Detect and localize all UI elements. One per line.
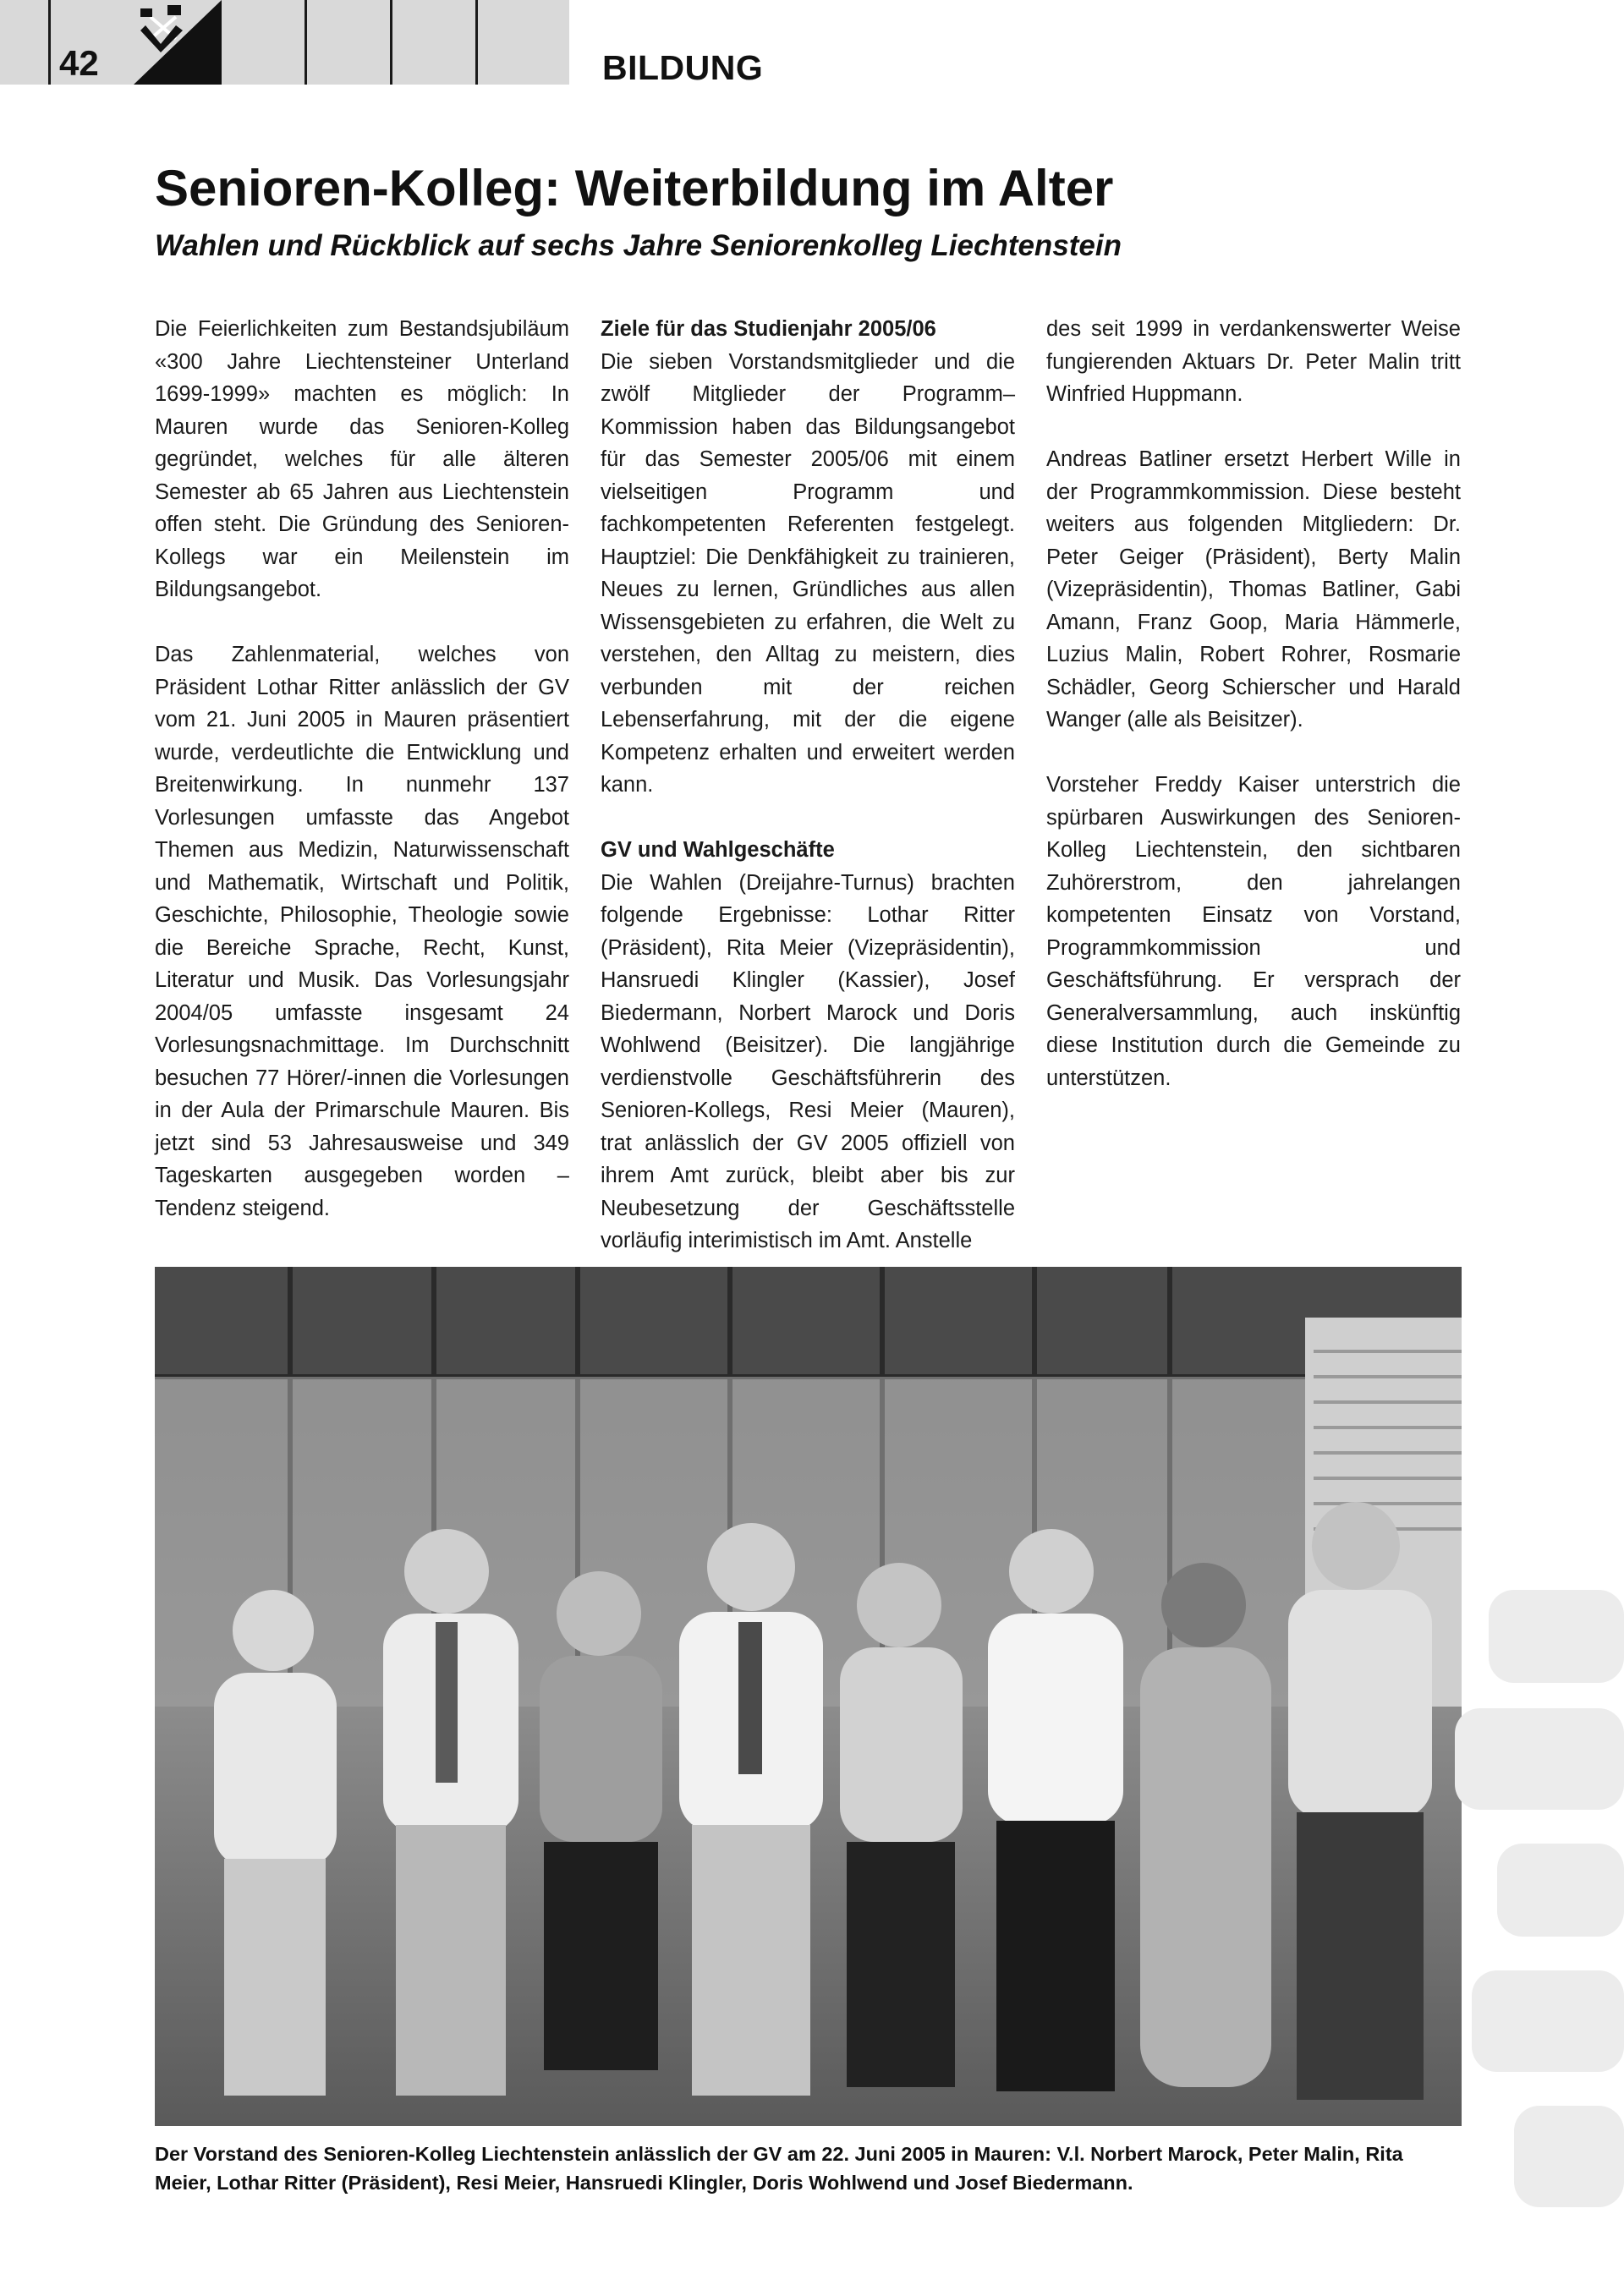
group-photo bbox=[155, 1267, 1462, 2126]
article-subtitle: Wahlen und Rückblick auf sechs Jahre Seniorenkolleg Liechtenstein bbox=[155, 229, 1122, 262]
paragraph: Die sieben Vorstandsmitglieder und die zwölf Mitglieder der Programm–Kommission haben das Bildungsangebot für das Semester 2005/06 mit einem vielseitigen Programm und fachkompetenten Referenten festgelegt. Hauptziel: Die Denkfähigkeit zu trainieren, Neues zu lernen, Gründliches aus allen Wissensgebieten zu erfahren, die Welt zu verstehen, den Alltag zu meistern, dies verbunden mit der reichen Lebenserfahrung, mit der die eigene Kompetenz erhalten und erweitert werden kann. bbox=[601, 349, 1015, 797]
paragraph: Das Zahlenmaterial, welches von Präsident Lothar Ritter anlässlich der GV vom 21. Juni 2005 in Mauren präsentiert wurde, verdeutlichte die Entwicklung und Breitenwirkung. In nunmehr 137 Vorlesungen umfasste das Angebot Themen aus Medizin, Naturwissenschaft und Mathematik, Wirtschaft und Politik, Geschichte, Philosophie, Theologie sowie die Bereiche Sprache, Recht, Kunst, Literatur und Musik. Das Vorlesungsjahr 2004/05 umfasste insgesamt 24 Vorlesungsnachmittage. Im Durchschnitt besuchen 77 Hörer/-innen die Vorlesungen in der Aula der Primarschule Mauren. Bis jetzt sind 53 Jahresausweise und 349 Tageskarten ausgegeben worden – Tendenz steigend. bbox=[155, 643, 569, 1220]
section-heading: Ziele für das Studienjahr 2005/06 bbox=[601, 317, 936, 341]
page-number: 42 bbox=[59, 43, 99, 83]
photo-caption: Der Vorstand des Senioren-Kolleg Liechtenstein anlässlich der GV am 22. Juni 2005 in Mauren: V.l. Norbert Marock, Peter Malin, Rita Meier, Lothar Ritter (Präsident), Resi Meier, Hansruedi Klingler, Doris Wohlwend und Josef Biedermann. bbox=[155, 2143, 1403, 2194]
text-column-2 bbox=[601, 313, 1015, 1258]
section-heading: GV und Wahlgeschäfte bbox=[601, 838, 835, 862]
text-column-1 bbox=[155, 313, 569, 1225]
paragraph: Vorsteher Freddy Kaiser unterstrich die spürbaren Auswirkungen des Senioren-Kolleg Liechtenstein, den sichtbaren Zuhörerstrom, den jahrelangen kompetenten Einsatz von Vorstand, Programmkommission und Geschäftsführung. Er versprach der Generalversammlung, auch inskünftig diese Institution durch die Gemeinde zu unterstützen. bbox=[1046, 773, 1461, 1090]
text-column-3 bbox=[1046, 313, 1461, 1094]
section-label: BILDUNG bbox=[602, 48, 764, 87]
paragraph: des seit 1999 in verdankenswerter Weise fungierenden Aktuars Dr. Peter Malin tritt Winfried Huppmann. bbox=[1046, 317, 1461, 406]
paragraph: Andreas Batliner ersetzt Herbert Wille in der Programmkommission. Diese besteht weiters aus folgenden Mitgliedern: Dr. Peter Geiger (Präsident), Berty Malin (Vizepräsidentin), Thomas Batliner, Gabi Amann, Franz Goop, Maria Hämmerle, Luzius Malin, Robert Rohrer, Rosmarie Schädler, Georg Schierscher und Harald Wanger (alle als Beisitzer). bbox=[1046, 447, 1461, 732]
article-title: Senioren-Kolleg: Weiterbildung im Alter bbox=[155, 160, 1114, 216]
decorative-watermark bbox=[1438, 1590, 1624, 2233]
paragraph: Die Wahlen (Dreijahre-Turnus) brachten folgende Ergebnisse: Lothar Ritter (Präsident), Rita Meier (Vizepräsidentin), Hansruedi Klingler (Kassier), Josef Biedermann, Norbert Marock und Doris Wohlwend (Beisitzer). Die langjährige verdienstvolle Geschäftsführerin des Senioren-Kollegs, Resi Meier (Mauren), trat anlässlich der GV 2005 offiziell von ihrem Amt zurück, bleibt aber bis zur Neubesetzung der Geschäftsstelle vorläufig interimistisch im Amt. Anstelle bbox=[601, 870, 1015, 1252]
coat-of-arms-icon bbox=[134, 0, 222, 85]
paragraph: Die Feierlichkeiten zum Bestandsjubiläum «300 Jahre Liechtensteiner Unterland 1699-1999» machten es möglich: In Mauren wurde das Senioren-Kolleg gegründet, welches für alle älteren Semester ab 65 Jahren aus Liechtenstein offen steht. Die Gründung des Senioren-Kollegs war ein Meilenstein im Bildungsangebot. bbox=[155, 317, 569, 601]
